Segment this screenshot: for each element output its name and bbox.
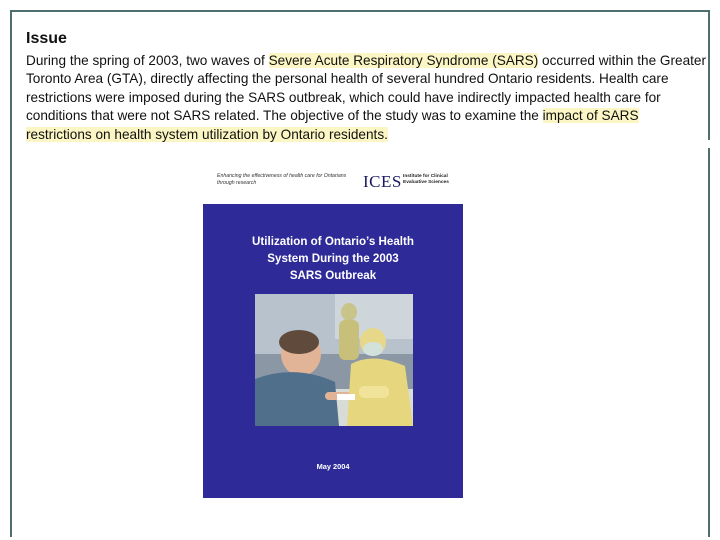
report-cover <box>203 166 463 498</box>
cover-title-line-1: Utilization of Ontario’s Health <box>252 235 414 248</box>
highlighted-text-objective: impact of SARS restrictions on health system utilization by Ontario residents. <box>26 108 639 142</box>
frame-left-border <box>10 10 12 537</box>
cover-title-line-3: SARS Outbreak <box>289 268 377 282</box>
frame-right-border-lower <box>708 148 710 537</box>
cover-date: May 2004 <box>316 462 350 471</box>
paragraph-text-1: During the spring of 2003, two waves of <box>26 53 269 68</box>
ices-logo-subtitle: Institute for Clinical Evaluative Sciences <box>403 174 449 186</box>
frame-right-border <box>708 10 710 140</box>
frame-top-border <box>10 10 710 12</box>
cover-header <box>203 166 463 204</box>
paragraph-text-2: occurred within the Greater Toronto Area (GTA), directly affecting the personal health of several hundred Ontario residents. Health care restrictions were imposed during the SARS outbreak, which could have indirectly impacted health care for conditions that were not SARS related. The objective of the study was to examine the <box>26 53 707 124</box>
highlighted-text-sars: Severe Acute Respiratory Syndrome (SARS) <box>268 53 539 68</box>
issue-heading: Issue <box>26 30 67 47</box>
cover-tagline: Enhancing the effectiveness of health care for Ontarians through research <box>217 173 347 186</box>
cover-body <box>203 204 463 498</box>
ices-logo: ICES <box>363 172 402 191</box>
issue-paragraph <box>26 52 706 144</box>
cover-title-line-2: System During the 2003 <box>267 251 399 265</box>
cover-title <box>203 234 463 284</box>
cover-photo <box>255 294 413 426</box>
